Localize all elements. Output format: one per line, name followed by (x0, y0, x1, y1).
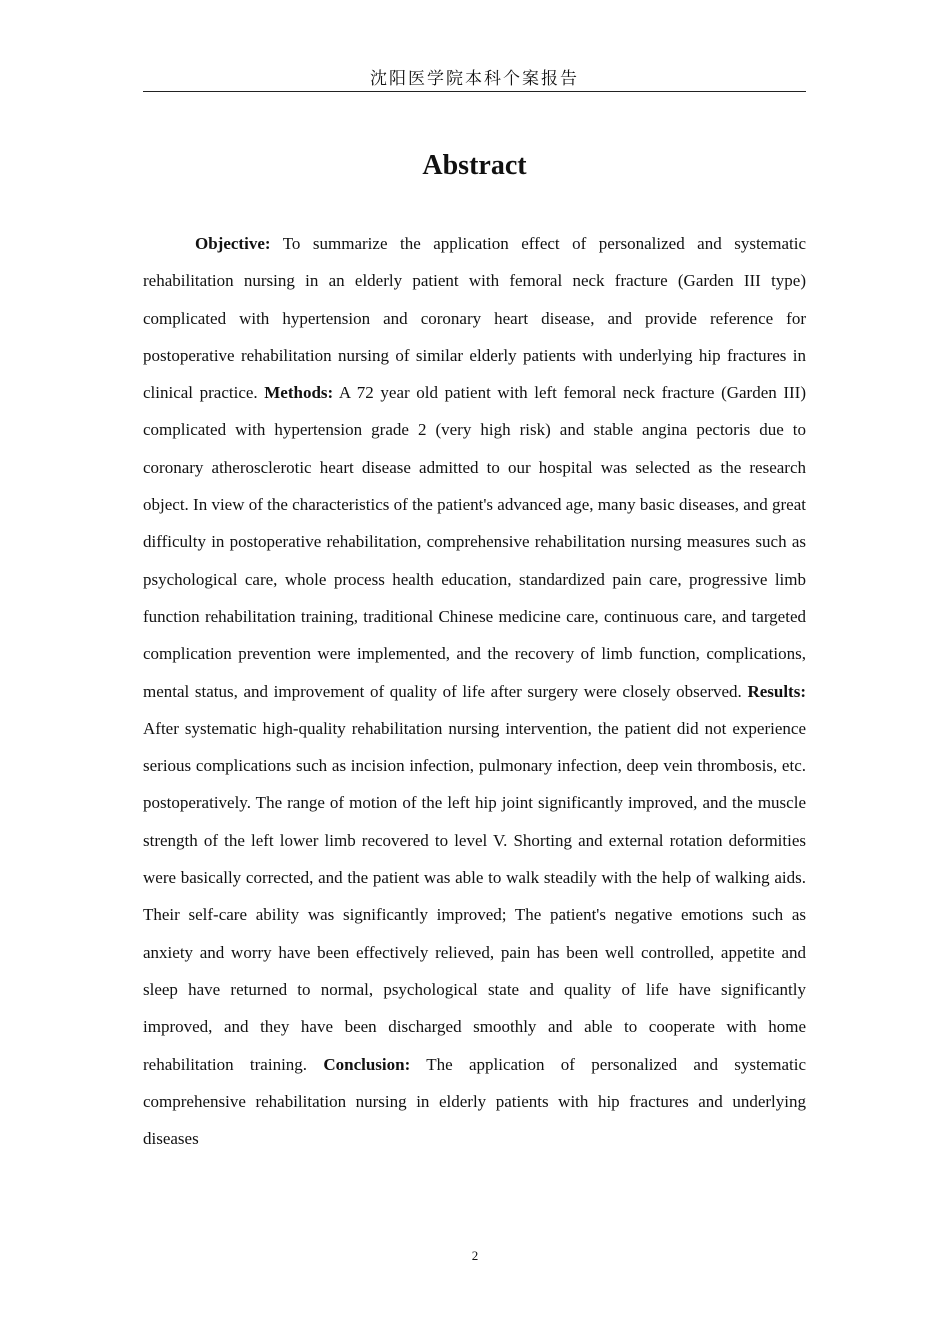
objective-text: To summarize the application effect of personalized and systematic rehabilitation nursing in an elderly patient with femoral neck fracture (Garden III type) complicated with hypertension and coronary heart disease, and provide reference for postoperative rehabilitation nursing of similar elderly patients with underlying hip fractures in clinical practice. (143, 234, 806, 403)
page-number: 2 (471, 1248, 479, 1263)
conclusion-text: The application of personalized and systematic comprehensive rehabilitation nursing in elderly patients with hip fractures and underlying diseases (143, 1054, 806, 1149)
objective-label: Objective: (195, 234, 271, 253)
results-label: Results: (747, 681, 806, 701)
conclusion-label: Conclusion: (323, 1054, 411, 1074)
running-header: 沈阳医学院本科个案报告 (143, 67, 806, 92)
methods-text: A 72 year old patient with left femoral neck fracture (Garden III) complicated with hypertension grade 2 (very high risk) and stable angina pectoris due to coronary atherosclerotic heart disease admitted to our hospital was selected as the research object. In view of the characteristics of the patient's advanced age, many basic diseases, and great difficulty in postoperative rehabilitation, comprehensive rehabilitation nursing measures such as psychological care, whole process health education, standardized pain care, progressive limb function rehabilitation training, traditional Chinese medicine care, continuous care, and targeted complication prevention were implemented, and the recovery of limb function, complications, mental status, and improvement of quality of life after surgery were closely observed. (143, 383, 806, 701)
abstract-paragraph (143, 225, 806, 1157)
abstract-title: Abstract (422, 150, 527, 181)
methods-label: Methods: (264, 383, 334, 403)
results-text: After systematic high-quality rehabilitation nursing intervention, the patient did not experience serious complications such as incision infection, pulmonary infection, deep vein thrombosis, etc. postoperatively. The range of motion of the left hip joint significantly improved, and the muscle strength of the left lower limb recovered to level V. Shorting and external rotation deformities were basically corrected, and the patient was able to walk steadily with the help of walking aids. Their self-care ability was significantly improved; The patient's negative emotions such as anxiety and worry have been effectively relieved, pain has been well controlled, appetite and sleep have returned to normal, psychological state and quality of life have significantly improved, and they have been discharged smoothly and able to cooperate with home rehabilitation training. (143, 718, 806, 1074)
